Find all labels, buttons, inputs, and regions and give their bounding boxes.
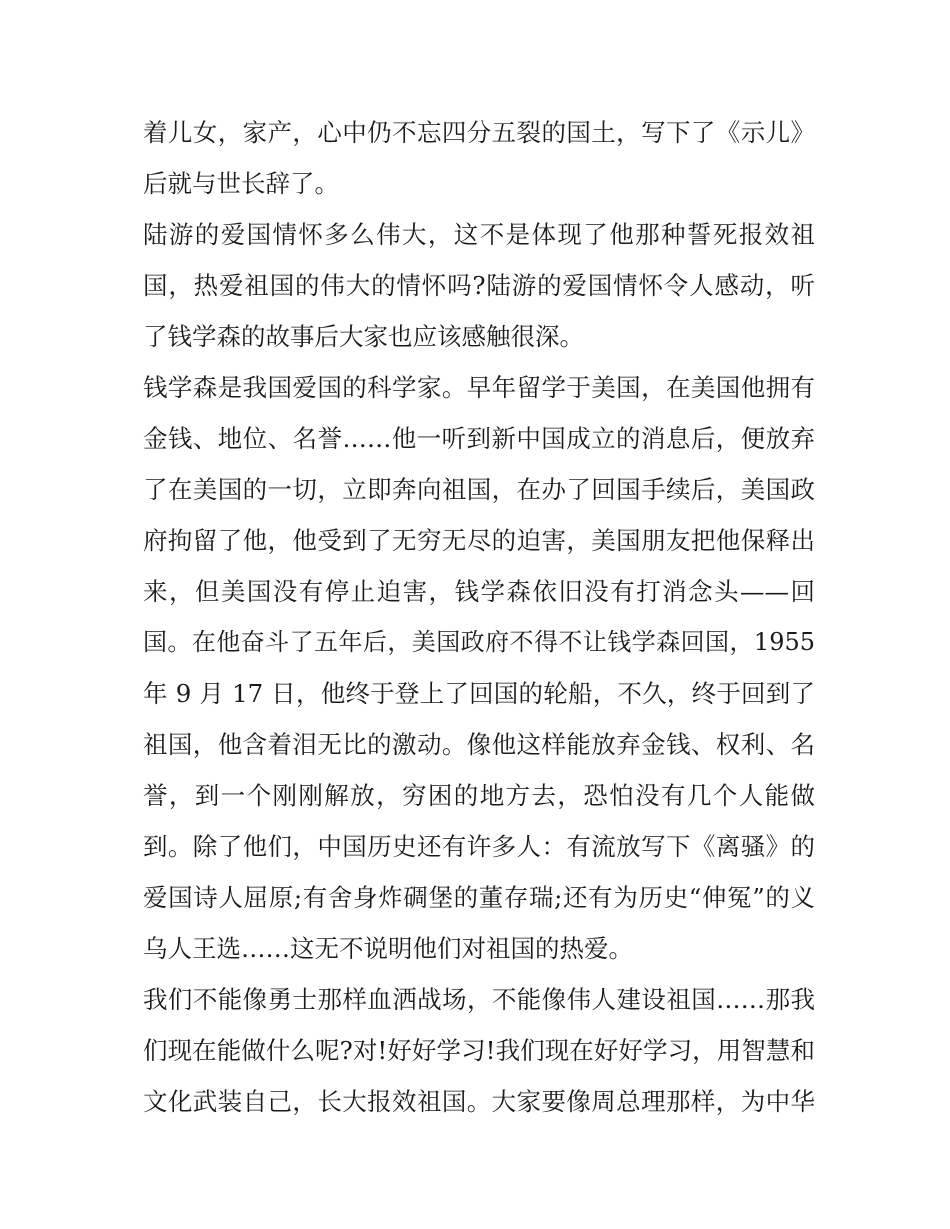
- text-line: 着儿女，家产，心中仍不忘四分五裂的国土，写下了《示儿》: [143, 118, 815, 147]
- text-line: 国，热爱祖国的伟大的情怀吗?陆游的爱国情怀令人感动，听: [143, 271, 815, 300]
- text-line: 誉，到一个刚刚解放，穷困的地方去，恐怕没有几个人能做: [143, 781, 815, 810]
- text-line: 后就与世长辞了。: [143, 169, 339, 198]
- text-line: 府拘留了他，他受到了无穷无尽的迫害，美国朋友把他保释出: [143, 526, 815, 555]
- text-line: 到。除了他们，中国历史还有许多人：有流放写下《离骚》的: [143, 832, 815, 861]
- text-line: 国。在他奋斗了五年后，美国政府不得不让钱学森回国，1955: [143, 628, 815, 656]
- text-line: 来，但美国没有停止迫害，钱学森依旧没有打消念头——回: [143, 577, 815, 606]
- text-line: 了钱学森的故事后大家也应该感触很深。: [143, 322, 584, 351]
- text-line: 我们不能像勇士那样血洒战场，不能像伟人建设祖国……那我: [143, 985, 815, 1014]
- text-line: 金钱、地位、名誉……他一听到新中国成立的消息后，便放弃: [143, 424, 815, 453]
- text-line: 年 9 月 17 日，他终于登上了回国的轮船，不久，终于回到了: [143, 679, 815, 708]
- text-line: 陆游的爱国情怀多么伟大，这不是体现了他那种誓死报效祖: [143, 220, 815, 249]
- text-line: 钱学森是我国爱国的科学家。早年留学于美国，在美国他拥有: [143, 373, 815, 402]
- text-line: 们现在能做什么呢?对!好好学习!我们现在好好学习，用智慧和: [143, 1036, 815, 1065]
- text-line: 乌人王选……这无不说明他们对祖国的热爱。: [143, 934, 633, 963]
- text-line: 祖国，他含着泪无比的激动。像他这样能放弃金钱、权利、名: [143, 730, 815, 759]
- body-text: [143, 107, 815, 1127]
- text-line: 了在美国的一切，立即奔向祖国，在办了回国手续后，美国政: [143, 475, 815, 504]
- text-line: 爱国诗人屈原;有舍身炸碉堡的董存瑞;还有为历史“伸冤”的义: [143, 883, 815, 912]
- text-line: 文化武装自己，长大报效祖国。大家要像周总理那样，为中华: [143, 1087, 815, 1116]
